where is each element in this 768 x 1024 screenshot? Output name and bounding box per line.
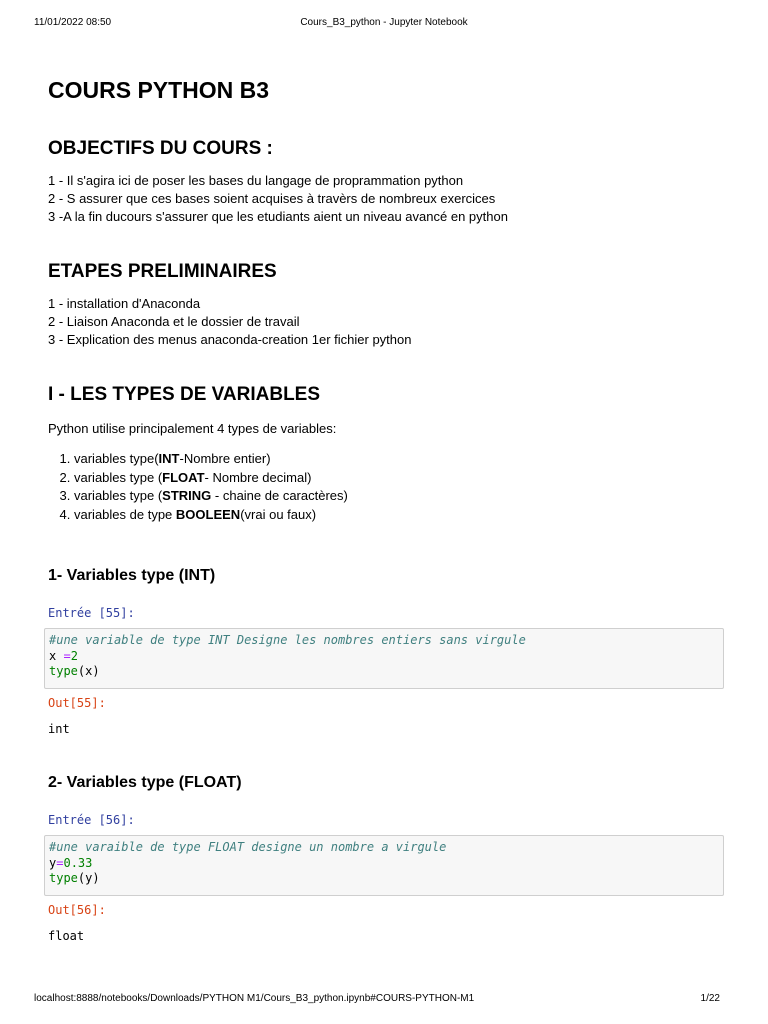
cell-output: float	[48, 929, 85, 943]
types-heading: I - LES TYPES DE VARIABLES	[48, 384, 321, 405]
output-prompt: Out[56]:	[48, 903, 106, 917]
print-page-number: 1/22	[700, 993, 720, 1004]
variable-types-list	[74, 450, 348, 524]
output-prompt: Out[55]:	[48, 696, 106, 710]
code-cell-int[interactable]	[44, 628, 724, 689]
types-intro: Python utilise principalement 4 types de variables:	[48, 421, 337, 436]
code-cell-float[interactable]	[44, 835, 724, 896]
list-item: 2. variables type (FLOAT- Nombre decimal)	[74, 469, 348, 488]
objective-line-1: 1 - Il s'agira ici de poser les bases du langage de proprammation python	[48, 173, 464, 188]
print-header	[0, 17, 768, 31]
code-comment: #une varaible de type FLOAT designe un nombre a virgule	[49, 840, 447, 854]
code-line: type(y)	[49, 871, 100, 885]
page-title: COURS PYTHON B3	[48, 77, 270, 103]
code-line: type(x)	[49, 664, 100, 678]
print-footer	[0, 993, 768, 1007]
print-title: Cours_B3_python - Jupyter Notebook	[300, 17, 468, 28]
prelim-line-3: 3 - Explication des menus anaconda-creation 1er fichier python	[48, 332, 412, 347]
objective-line-2: 2 - S assurer que ces bases soient acquises à travèrs de nombreux exercices	[48, 191, 496, 206]
int-section-heading: 1- Variables type (INT)	[48, 567, 216, 584]
objective-line-3: 3 -A la fin ducours s'assurer que les etudiants aient un niveau avancé en python	[48, 209, 508, 224]
input-prompt: Entrée [55]:	[48, 606, 135, 620]
code-line: x =2	[49, 648, 78, 663]
objectives-heading: OBJECTIFS DU COURS :	[48, 138, 273, 159]
prelim-line-1: 1 - installation d'Anaconda	[48, 296, 201, 311]
code-comment: #une variable de type INT Designe les nombres entiers sans virgule	[49, 633, 526, 647]
cell-output: int	[48, 722, 70, 736]
input-prompt: Entrée [56]:	[48, 813, 135, 827]
list-item: 1. variables type(INT-Nombre entier)	[74, 450, 348, 469]
list-item: 3. variables type (STRING - chaine de caractères)	[74, 487, 348, 506]
print-url: localhost:8888/notebooks/Downloads/PYTHON M1/Cours_B3_python.ipynb#COURS-PYTHON-M1	[34, 993, 475, 1004]
prelim-line-2: 2 - Liaison Anaconda et le dossier de travail	[48, 314, 300, 329]
code-line: y=0.33	[49, 855, 93, 870]
prelim-heading: ETAPES PRELIMINAIRES	[48, 261, 277, 282]
float-section-heading: 2- Variables type (FLOAT)	[48, 774, 242, 791]
print-datetime: 11/01/2022 08:50	[34, 17, 112, 28]
list-item: 4. variables de type BOOLEEN(vrai ou faux)	[74, 506, 348, 525]
